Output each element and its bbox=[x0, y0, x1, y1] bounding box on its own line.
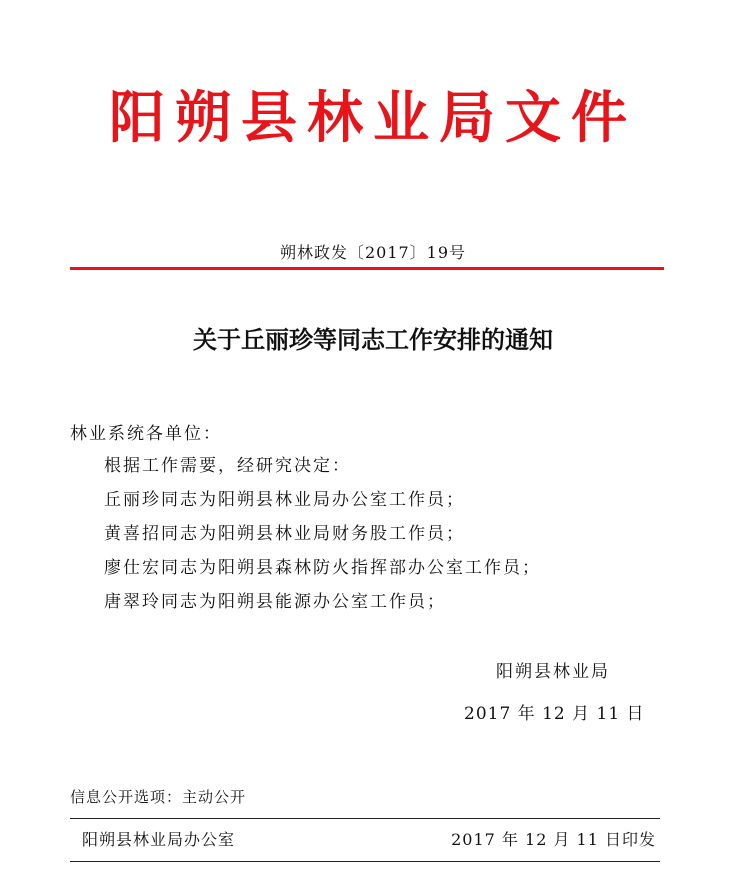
body-paragraph: 唐翠玲同志为阳朔县能源办公室工作员； bbox=[104, 592, 446, 612]
notice-title: 关于丘丽珍等同志工作安排的通知 bbox=[193, 325, 553, 354]
document-number: 朔林政发〔2017〕19号 bbox=[279, 243, 467, 262]
disclosure-option: 信息公开选项：主动公开 bbox=[70, 788, 247, 806]
document-issuer-header: 阳朔县林业局文件 bbox=[109, 86, 637, 151]
footer-office: 阳朔县林业局办公室 bbox=[82, 830, 236, 849]
footer-print-date: 2017 年 12 月 11 日印发 bbox=[451, 830, 656, 849]
body-paragraph: 黄喜招同志为阳朔县林业局财务股工作员； bbox=[104, 524, 465, 544]
body-paragraph: 丘丽珍同志为阳朔县林业局办公室工作员； bbox=[104, 490, 465, 510]
issuing-footer bbox=[70, 818, 660, 862]
signature-organization: 阳朔县林业局 bbox=[496, 662, 610, 682]
salutation: 林业系统各单位： bbox=[70, 424, 222, 444]
body-paragraph: 廖仕宏同志为阳朔县森林防火指挥部办公室工作员； bbox=[104, 558, 541, 578]
signature-date: 2017 年 12 月 11 日 bbox=[464, 704, 645, 724]
red-divider-line bbox=[70, 267, 664, 270]
body-paragraph: 根据工作需要，经研究决定： bbox=[104, 456, 351, 476]
